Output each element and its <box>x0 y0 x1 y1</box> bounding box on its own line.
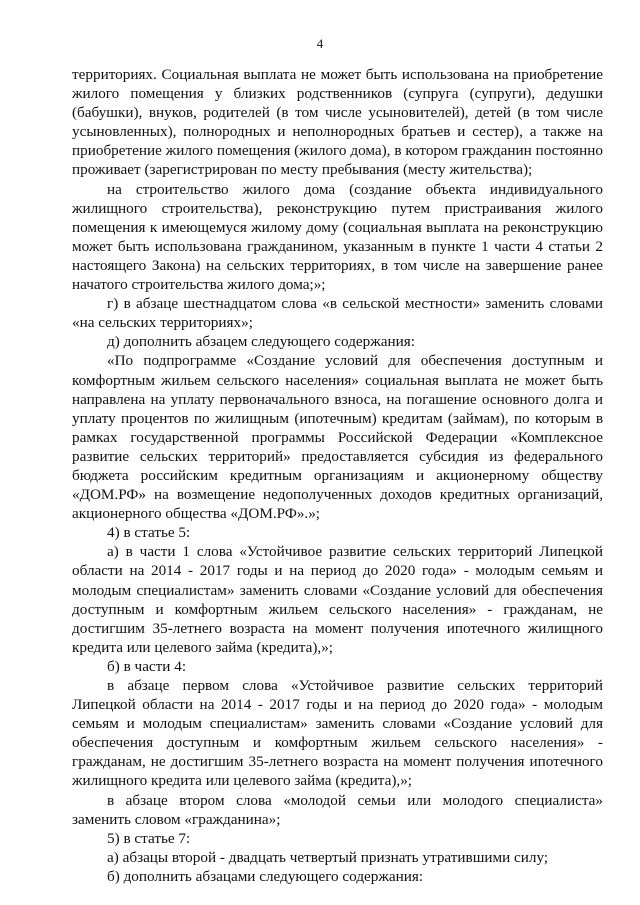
page-number: 4 <box>316 36 324 51</box>
paragraph-construction: на строительство жилого дома (создание объекта индивидуального жилищного строительства), реконструкцию путем пристраивания жилого помещения к имеющемуся жилому дому (социальная выплата на реконструкцию может быть использована гражданином, указанным в пункте 1 части 4 статьи 2 настоящего Закона) на сельских территориях, в том числе на завершение ранее начатого строительства жилого дома;»; <box>72 180 603 294</box>
paragraph-continuation: территориях. Социальная выплата не может быть использована на приобретение жилого помещения у близких родственников (супруга (супруги), дедушки (бабушки), внуков, родителей (в том числе усыновителей), детей (в том числе усыновленных), полнородных и неполнородных братьев и сестер), а также на приобретение жилого помещения (жилого дома), в котором гражданин постоянно проживает (зарегистрирован по месту пребывания (месту жительства); <box>72 66 603 179</box>
paragraph-item-d: д) дополнить абзацем следующего содержания: <box>107 333 415 351</box>
paragraph-quote-subprogram: «По подпрограмме «Создание условий для обеспечения доступным и комфортным жильем сельского населения» социальная выплата не может быть направлена на уплату первоначального взноса, на погашение основного долга и уплату процентов по жилищным (ипотечным) кредитам (займам), по которым в рамках государственной программы Российской Федерации «Комплексное развитие сельских территорий» предоставляется субсидия из федерального бюджета российским кредитным организациям и акционерному обществу «ДОМ.РФ» на возмещение недополученных доходов кредитных организаций, акционерного общества «ДОМ.РФ».»; <box>72 352 603 523</box>
paragraph-item-g: г) в абзаце шестнадцатом слова «в сельской местности» заменить словами «на сельских территориях»; <box>72 295 603 332</box>
paragraph-item-b-add: б) дополнить абзацами следующего содержания: <box>107 867 424 885</box>
document-body <box>72 65 603 886</box>
paragraph-article-5: 4) в статье 5: <box>107 524 191 542</box>
paragraph-first-abzac: в абзаце первом слова «Устойчивое развитие сельских территорий Липецкой области на 2014 - 2017 годы и на период до 2020 года» - молодым семьям и молодым специалистам» заменить словами «Создание условий для обеспечения доступным и комфортным жильем сельского населения» - гражданам, не достигшим 35-летнего возраста на момент получения ипотечного жилищного кредита или целевого займа (кредита),»; <box>72 677 603 790</box>
paragraph-item-a-repeal: а) абзацы второй - двадцать четвертый признать утратившими силу; <box>107 848 549 866</box>
paragraph-item-a-part-1: а) в части 1 слова «Устойчивое развитие сельских территорий Липецкой области на 2014 - 2017 годы и на период до 2020 года» - молодым семьям и молодым специалистам» заменить словами «Создание условий для обеспечения доступным и комфортным жильем сельского населения» - гражданам, не достигшим 35-летнего возраста на момент получения ипотечного жилищного кредита или целевого займа (кредита),»; <box>72 543 603 656</box>
paragraph-item-b-part-4: б) в части 4: <box>107 657 187 675</box>
paragraph-second-abzac: в абзаце втором слова «молодой семьи или молодого специалиста» заменить словом «гражданина»; <box>72 791 603 828</box>
paragraph-article-7: 5) в статье 7: <box>107 829 191 847</box>
